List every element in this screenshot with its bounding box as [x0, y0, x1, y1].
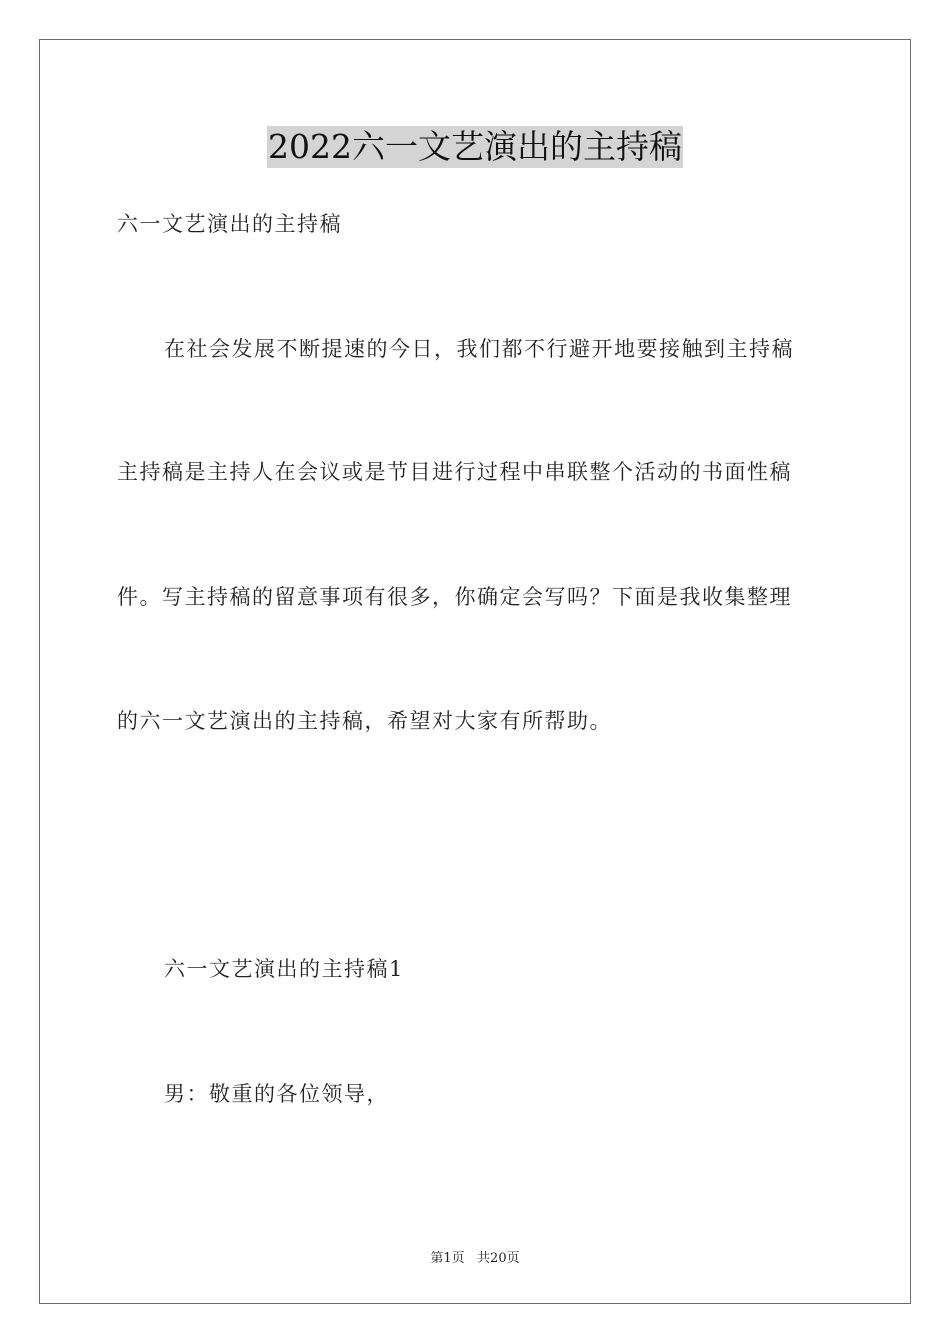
- intro-paragraph-line: 件。写主持稿的留意事项有很多，你确定会写吗？下面是我收集整理: [117, 585, 792, 609]
- body-line: 男：敬重的各位领导，: [164, 1082, 389, 1106]
- intro-paragraph-line: 主持稿是主持人在会议或是节目进行过程中串联整个活动的书面性稿: [117, 460, 792, 484]
- document-subtitle: 六一文艺演出的主持稿: [117, 212, 342, 236]
- intro-paragraph-line: 在社会发展不断提速的今日，我们都不行避开地要接触到主持稿: [164, 337, 794, 361]
- document-title: 2022六一文艺演出的主持稿: [268, 127, 682, 166]
- page-footer: 第1页 共20页: [430, 1251, 520, 1266]
- title-container: [0, 126, 950, 168]
- intro-paragraph-line: 的六一文艺演出的主持稿，希望对大家有所帮助。: [117, 709, 612, 733]
- section-heading: 六一文艺演出的主持稿1: [164, 957, 404, 981]
